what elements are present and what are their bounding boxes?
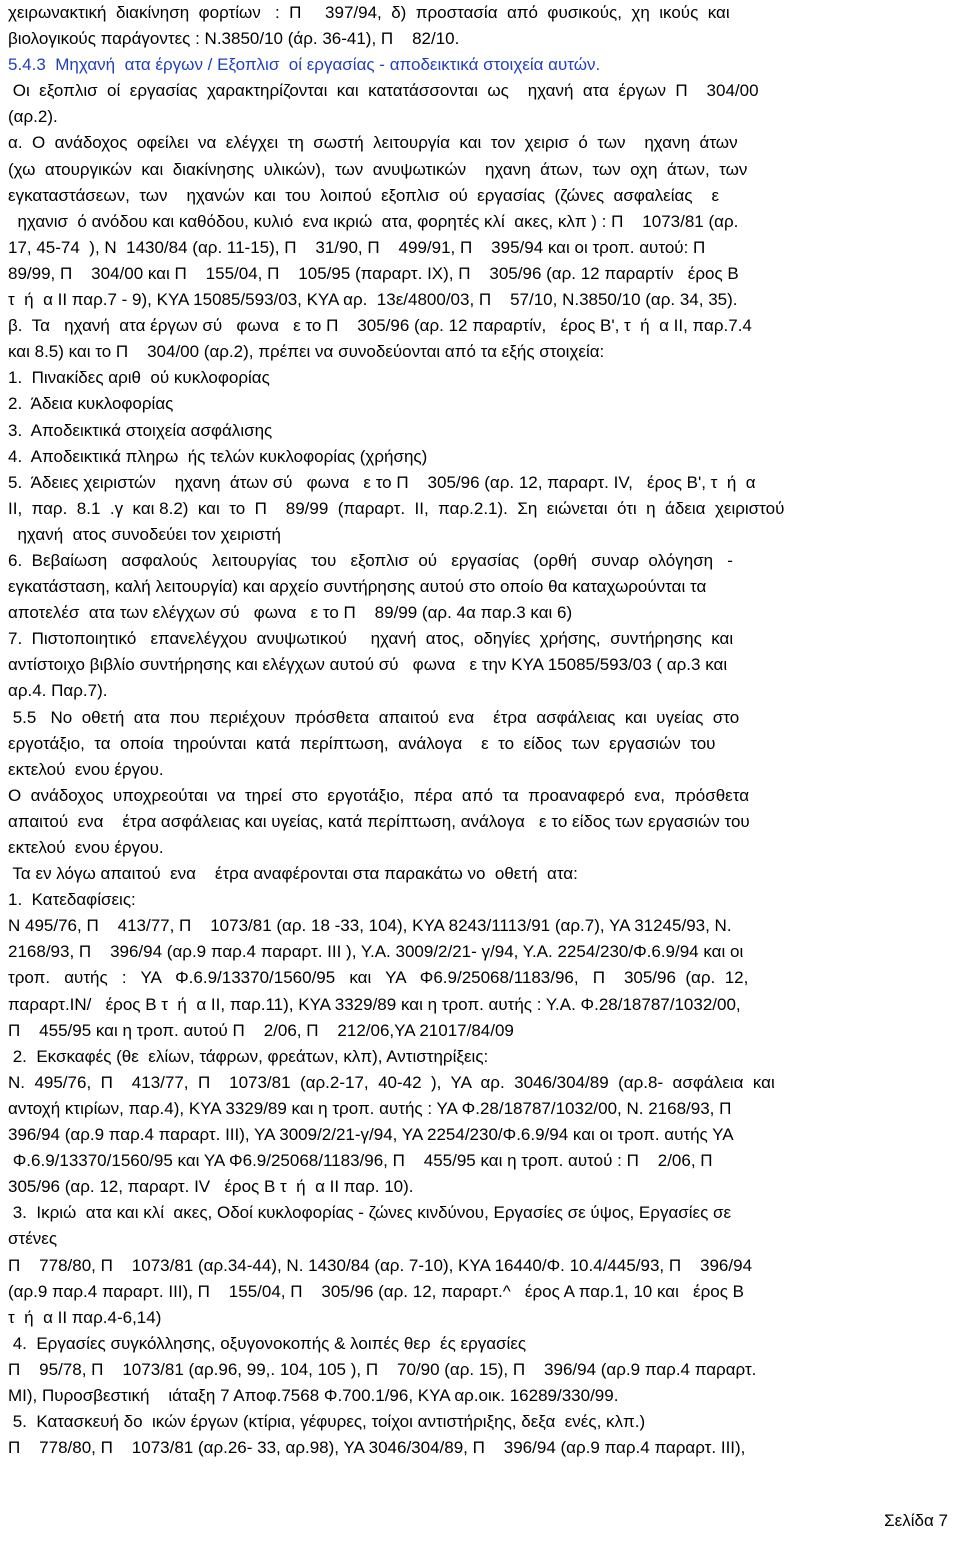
text-line: τ ή α ΙΙ παρ.4-6,14) (8, 1307, 162, 1327)
text-line: Π 778/80, Π 1073/81 (αρ.34-44), Ν. 1430/84 (αρ. 7-10), ΚΥΑ 16440/Φ. 10.4/445/93, Π 396/94 (8, 1255, 753, 1275)
list-item: 2. Εκσκαφές (θε ελίων, τάφρων, φρεάτων, κλπ), Αντιστηρίξεις: (8, 1046, 489, 1066)
list-item: 5. Άδειες χειριστών ηχανη άτων σύ φωνα ε το Π 305/96 (αρ. 12, παραρτ. IV, έρος Β', τ ή α (8, 472, 756, 492)
list-item: 3. Αποδεικτικά στοιχεία ασφάλισης (8, 420, 273, 440)
text-line: ηχανισ ό ανόδου και καθόδου, κυλιό ενα ικριώ ατα, φορητές κλί ακες, κλπ ) : Π 1073/81 (αρ. (8, 211, 739, 231)
text-line: Π 455/95 και η τροπ. αυτού Π 2/06, Π 212/06,ΥΑ 21017/84/09 (8, 1020, 514, 1040)
list-item: 1. Πινακίδες αριθ ού κυκλοφορίας (8, 368, 270, 388)
text-line: εκτελού ενου έργου. (8, 838, 164, 857)
text-line: απαιτού ενα έτρα ασφάλειας και υγείας, κατά περίπτωση, ανάλογα ε το είδος των εργασιών του (8, 811, 750, 831)
page-number: Σελίδα 7 (884, 1511, 948, 1530)
section-heading: 5.5 Νο οθετή ατα που περιέχουν πρόσθετα απαιτού ενα έτρα ασφάλειας και υγείας στο (8, 707, 740, 727)
text-line: β. Τα ηχανή ατα έργων σύ φωνα ε το Π 305/96 (αρ. 12 παραρτίν, έρος Β', τ ή α ΙΙ, παρ.7.4 (8, 316, 752, 336)
text-line: (αρ.9 παρ.4 παραρτ. ΙΙΙ), Π 155/04, Π 305/96 (αρ. 12, παραρτ.^ έρος Α παρ.1, 10 και έρος Β (8, 1281, 744, 1301)
text-line: α. Ο ανάδοχος οφείλει να ελέγχει τη σωστή λειτουργία και τον χειρισ ό των ηχανη άτων (8, 133, 738, 153)
section-heading: 5.4.3 Μηχανή ατα έργων / Εξοπλισ οί εργασίας - αποδεικτικά στοιχεία αυτών. (8, 55, 601, 75)
list-item: 4. Αποδεικτικά πληρω ής τελών κυκλοφορίας (χρήσης) (8, 446, 428, 466)
text-line: εγκατάσταση, καλή λειτουργία) και αρχείο συντήρησης αυτού στο οποίο θα καταχωρούνται τα (8, 577, 707, 597)
text-line: 2168/93, Π 396/94 (αρ.9 παρ.4 παραρτ. ΙΙΙ ), Υ.Α. 3009/2/21- γ/94, Υ.Α. 2254/230/Φ.6.9/94 και οι (8, 942, 744, 962)
text-line: παραρτ.IN/ έρος Β τ ή α ΙΙ, παρ.11), ΚΥΑ 3329/89 και η τροπ. αυτής : Υ.Α. Φ.28/18787/1032/00, (8, 994, 741, 1014)
text-line: αντοχή κτιρίων, παρ.4), ΚΥΑ 3329/89 και η τροπ. αυτής : ΥΑ Φ.28/18787/1032/00, Ν. 2168/93, Π (8, 1098, 732, 1118)
text-line: τροπ. αυτής : ΥΑ Φ.6.9/13370/1560/95 και ΥΑ Φ6.9/25068/1183/96, Π 305/96 (αρ. 12, (8, 968, 749, 988)
text-line: (αρ.2). (8, 107, 58, 127)
text-line: εγκαταστάσεων, των ηχανών και του λοιπού εξοπλισ ού εργασίας (ζώνες ασφαλείας ε (8, 185, 720, 205)
text-line: αποτελέσ ατα των ελέγχων σύ φωνα ε το Π 89/99 (αρ. 4α παρ.3 και 6) (8, 603, 573, 623)
text-line: Οι εξοπλισ οί εργασίας χαρακτηρίζονται και κατατάσσονται ως ηχανή ατα έργων Π 304/00 (8, 81, 759, 101)
list-item: 6. Βεβαίωση ασφαλούς λειτουργίας του εξοπλισ ού εργασίας (ορθή συναρ ολόγηση - (8, 550, 733, 570)
text-line: εργοτάξιο, τα οποία τηρούνται κατά περίπτωση, ανάλογα ε το είδος των εργασιών του (8, 733, 716, 753)
list-item: 3. Ικριώ ατα και κλί ακες, Οδοί κυκλοφορίας - ζώνες κινδύνου, Εργασίες σε ύψος, Εργασίες σε (8, 1203, 732, 1223)
text-line: βιολογικούς παράγοντες : Ν.3850/10 (άρ. 36-41), Π 82/10. (8, 29, 460, 49)
list-item: 5. Κατασκευή δο ικών έργων (κτίρια, γέφυρες, τοίχοι αντιστήριξης, δεξα ενές, κλπ.) (8, 1412, 646, 1432)
text-line: αρ.4. Παρ.7). (8, 681, 108, 701)
text-line: Ν 495/76, Π 413/77, Π 1073/81 (αρ. 18 -33, 104), ΚΥΑ 8243/1113/91 (αρ.7), ΥΑ 31245/93, Ν. (8, 916, 732, 936)
text-line: ΜΙ), Πυροσβεστική ιάταξη 7 Αποφ.7568 Φ.700.1/96, ΚΥΑ αρ.οικ. 16289/330/99. (8, 1385, 619, 1405)
text-line: Φ.6.9/13370/1560/95 και ΥΑ Φ6.9/25068/1183/96, Π 455/95 και η τροπ. αυτού : Π 2/06, Π (8, 1151, 713, 1171)
text-line: 305/96 (αρ. 12, παραρτ. IV έρος Β τ ή α ΙΙ παρ. 10). (8, 1177, 414, 1197)
text-line: Τα εν λόγω απαιτού ενα έτρα αναφέρονται στα παρακάτω νο οθετή ατα: (8, 864, 578, 884)
list-item: 2. Άδεια κυκλοφορίας (8, 394, 174, 414)
text-line: Π 778/80, Π 1073/81 (αρ.26- 33, αρ.98), ΥΑ 3046/304/89, Π 396/94 (αρ.9 παρ.4 παραρτ. ΙΙΙ), (8, 1438, 746, 1458)
text-line: (χω ατουργικών και διακίνησης υλικών), των ανυψωτικών ηχανη άτων, των οχη άτων, των (8, 159, 748, 179)
text-line: στένες (8, 1229, 58, 1249)
text-line: ηχανή ατος συνοδεύει τον χειριστή (8, 524, 281, 544)
text-line: Ν. 495/76, Π 413/77, Π 1073/81 (αρ.2-17, 40-42 ), ΥΑ αρ. 3046/304/89 (αρ.8- ασφάλεια και (8, 1072, 775, 1092)
text-line: 89/99, Π 304/00 και Π 155/04, Π 105/95 (παραρτ. ΙΧ), Π 305/96 (αρ. 12 παραρτίν έρος Β (8, 263, 739, 283)
text-line: ΙΙ, παρ. 8.1 .γ και 8.2) και το Π 89/99 (παραρτ. ΙΙ, παρ.2.1). Ση ειώνεται ότι η άδεια χειριστού (8, 498, 785, 518)
text-line: αντίστοιχο βιβλίο συντήρησης και ελέγχων αυτού σύ φωνα ε την ΚΥΑ 15085/593/03 ( αρ.3 και (8, 655, 728, 675)
document-body (8, 0, 956, 1461)
list-item: 7. Πιστοποιητικό επανελέγχου ανυψωτικού ηχανή ατος, οδηγίες χρήσης, συντήρησης και (8, 629, 734, 649)
list-item: 1. Κατεδαφίσεις: (8, 890, 136, 910)
text-line: και 8.5) και το Π 304/00 (αρ.2), πρέπει να συνοδεύονται από τα εξής στοιχεία: (8, 342, 605, 362)
text-line: Ο ανάδοχος υποχρεούται να τηρεί στο εργοτάξιο, πέρα από τα προαναφερό ενα, πρόσθετα (8, 785, 750, 805)
text-line: 17, 45-74 ), Ν 1430/84 (αρ. 11-15), Π 31/90, Π 499/91, Π 395/94 και οι τροπ. αυτού: Π (8, 237, 706, 257)
text-line: Π 95/78, Π 1073/81 (αρ.96, 99,. 104, 105 ), Π 70/90 (αρ. 15), Π 396/94 (αρ.9 παρ.4 παραρτ. (8, 1359, 757, 1379)
text-line: τ ή α ΙΙ παρ.7 - 9), ΚΥΑ 15085/593/03, ΚΥΑ αρ. 13ε/4800/03, Π 57/10, Ν.3850/10 (αρ. 34, 35). (8, 290, 738, 310)
list-item: 4. Εργασίες συγκόλλησης, οξυγονοκοπής & λοιπές θερ ές εργασίες (8, 1333, 527, 1353)
text-line: χειρωνακτική διακίνηση φορτίων : Π 397/94, δ) προστασία από φυσικούς, χη ικούς και (8, 3, 730, 22)
text-line: εκτελού ενου έργου. (8, 759, 164, 779)
text-line: 396/94 (αρ.9 παρ.4 παραρτ. ΙΙΙ), ΥΑ 3009/2/21-γ/94, ΥΑ 2254/230/Φ.6.9/94 και οι τροπ. αυτής ΥΑ (8, 1125, 734, 1145)
